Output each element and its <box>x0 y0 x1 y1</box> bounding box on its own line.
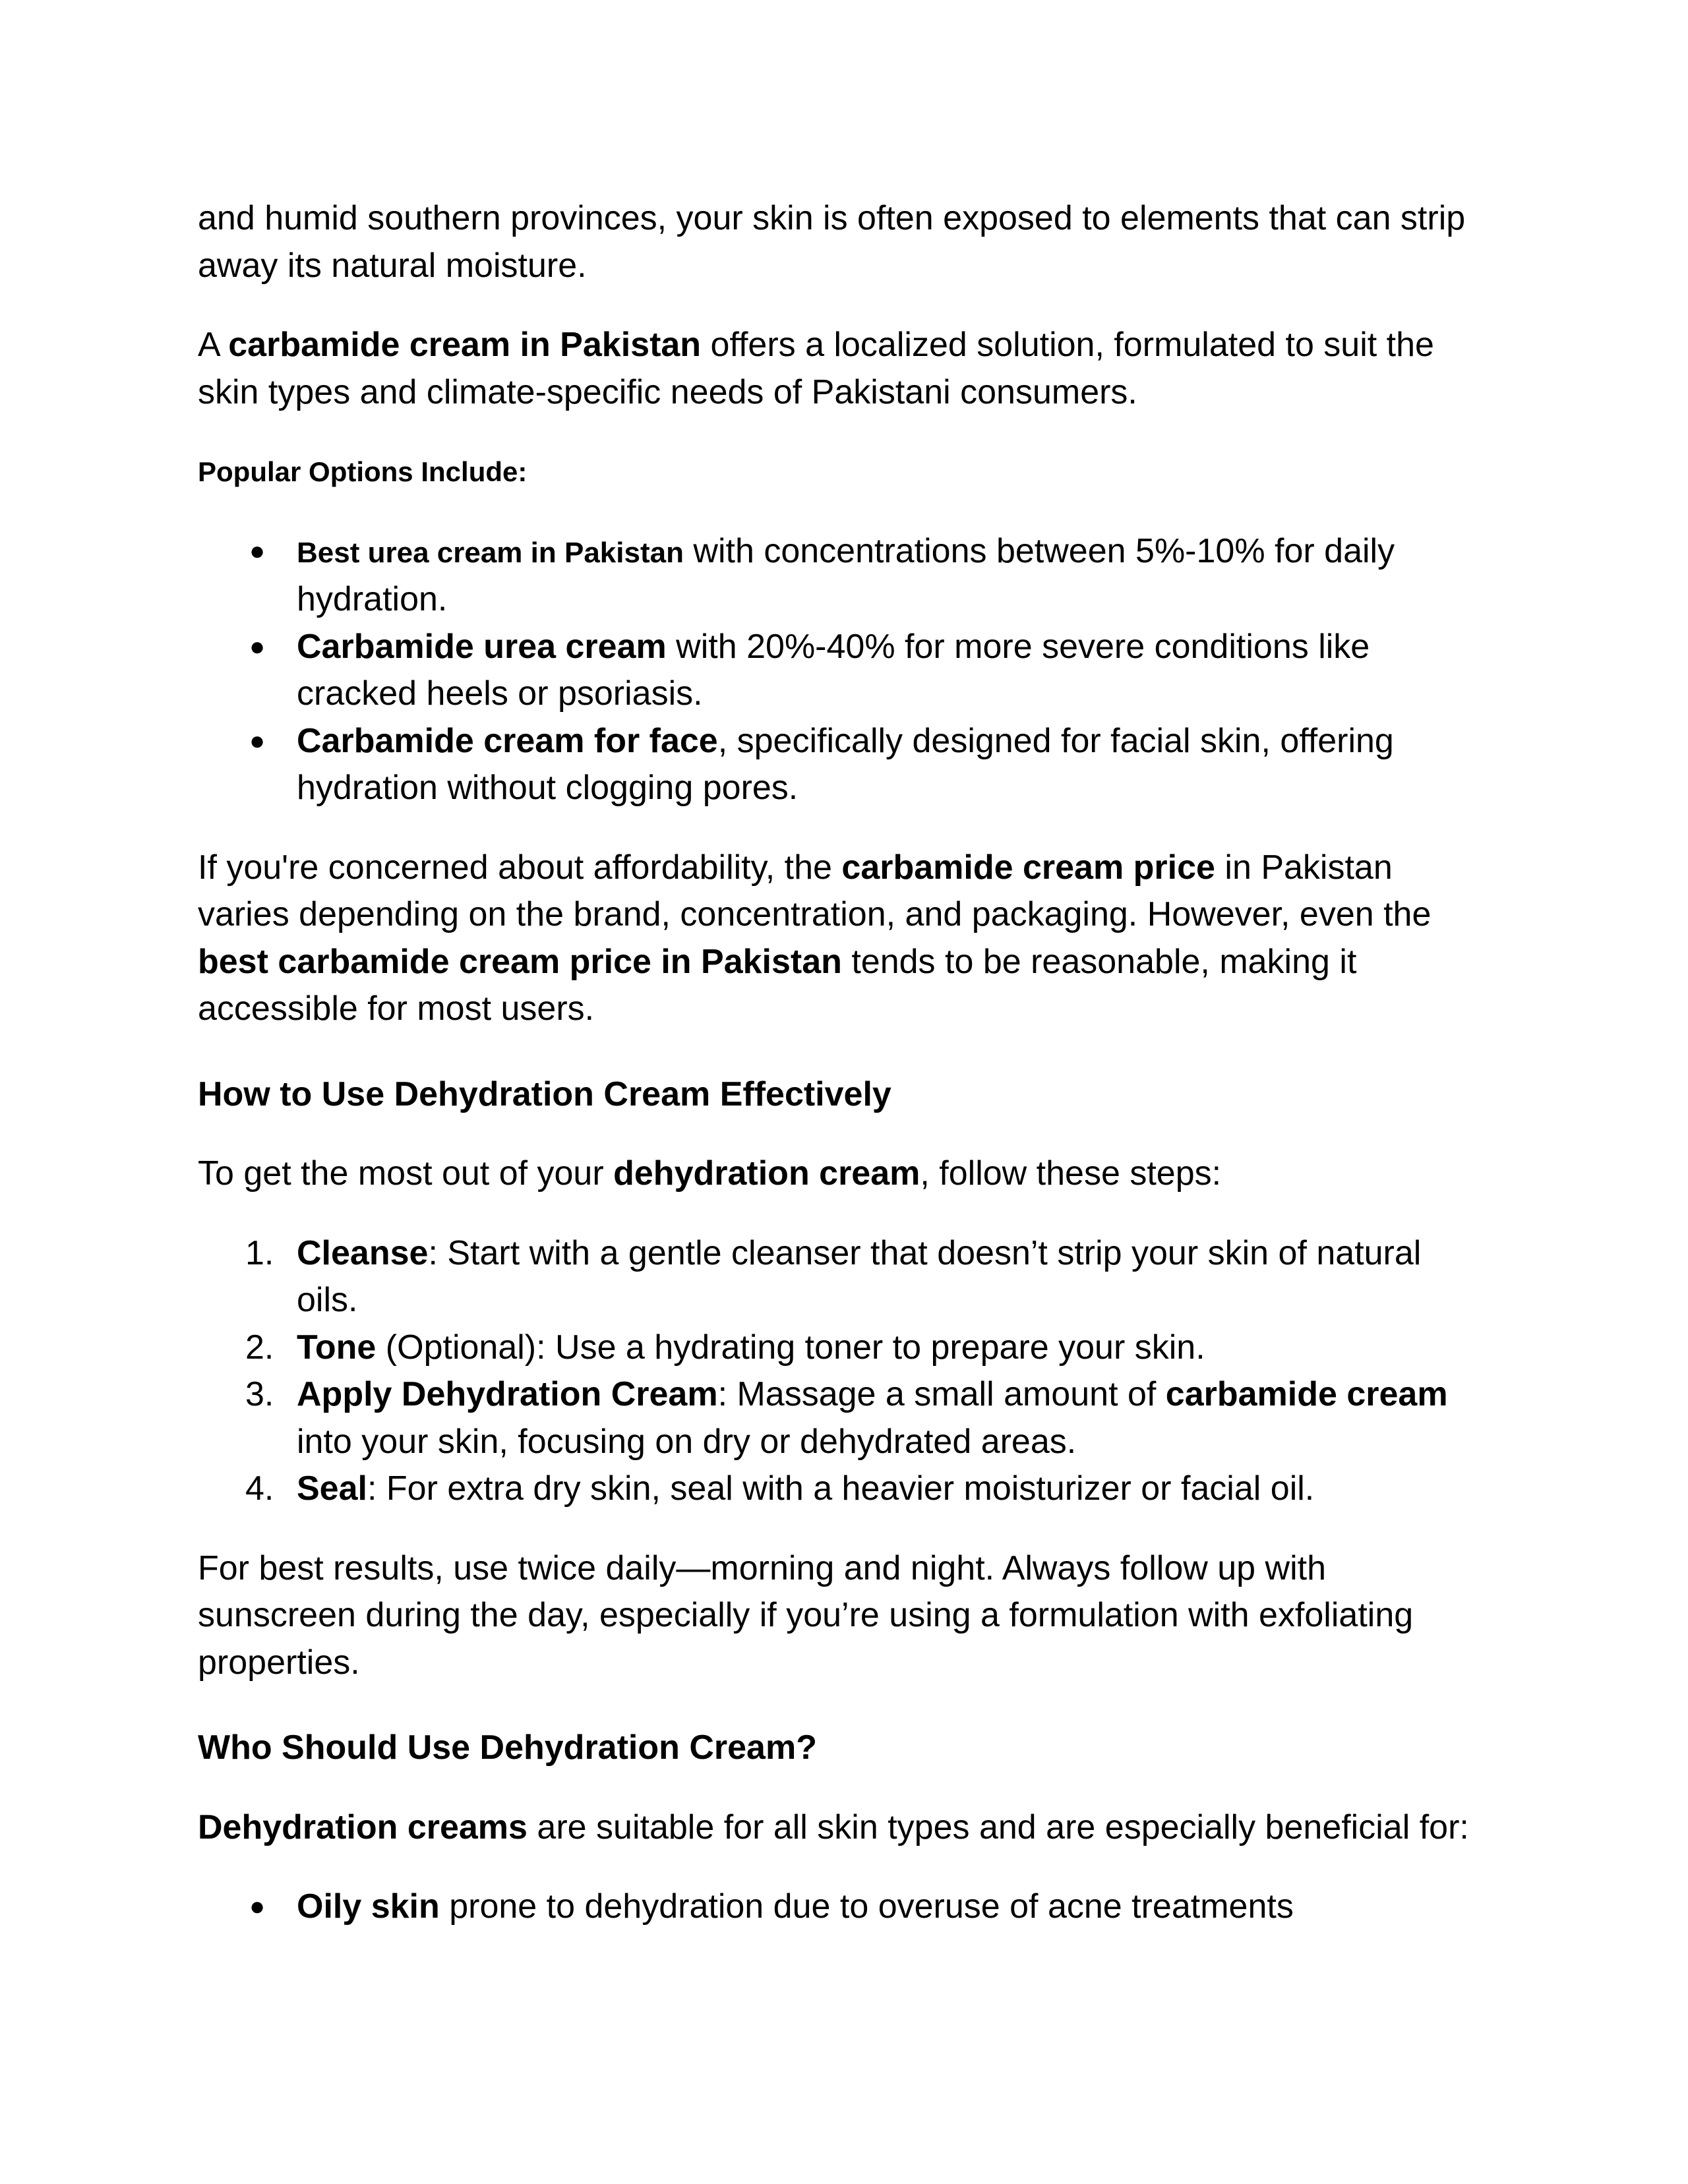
aff-text-1: If you're concerned about affordability, the <box>198 848 842 887</box>
who-intro-post: are suitable for all skin types and are especially beneficial for: <box>527 1808 1469 1846</box>
step-item <box>198 1371 1490 1465</box>
list-item <box>198 1883 1490 1931</box>
step-bold: Apply Dehydration Cream <box>297 1375 718 1413</box>
aff-bold-1: carbamide cream price <box>841 848 1215 887</box>
bullet-icon: ● <box>249 632 266 661</box>
who-intro <box>198 1804 1490 1852</box>
bullet-icon: ● <box>249 1892 266 1921</box>
popular-options-heading: Popular Options Include: <box>198 456 528 487</box>
item-bold: Carbamide cream for face <box>297 721 718 760</box>
item-bold: Best urea cream in Pakistan <box>297 536 684 569</box>
step-number: 2. <box>245 1328 274 1367</box>
localized-solution-paragraph <box>198 322 1490 416</box>
step-number: 1. <box>245 1233 274 1272</box>
intro-paragraph <box>198 195 1490 289</box>
step-bold: Cleanse <box>297 1233 429 1272</box>
list-item <box>198 718 1490 812</box>
item-text: with 20%-40% for more severe conditions like cracked heels or psoriasis. <box>297 627 1370 713</box>
how-intro-bold: dehydration cream <box>613 1154 920 1193</box>
steps-list <box>198 1230 1490 1513</box>
how-intro-pre: To get the most out of your <box>198 1154 614 1193</box>
step-item <box>198 1230 1490 1324</box>
p2-text-post: offers a localized solution, formulated to suit the skin types and climate-specific needs of Pakistani consumers. <box>198 326 1434 411</box>
list-item <box>198 624 1490 718</box>
who-list <box>198 1883 1490 1931</box>
best-results-paragraph: For best results, use twice daily—morning and night. Always follow up with sunscreen during the day, especially if you’re using a formulation with exfoliating properties. <box>198 1549 1414 1682</box>
affordability-paragraph <box>198 844 1490 1033</box>
aff-text-2: in Pakistan varies depending on the brand, concentration, and packaging. However, even the <box>198 848 1432 933</box>
step-number: 4. <box>245 1469 274 1508</box>
item-bold: Oily skin <box>297 1887 440 1926</box>
step-item <box>198 1324 1490 1372</box>
step-text: : Start with a gentle cleanser that doesn’t strip your skin of natural oils. <box>297 1233 1422 1319</box>
step-number: 3. <box>245 1375 274 1413</box>
step-text: : Massage a small amount of <box>717 1375 1166 1413</box>
item-text: , specifically designed for facial skin, offering hydration without clogging pores. <box>297 721 1394 807</box>
p2-bold: carbamide cream in Pakistan <box>228 326 702 364</box>
how-intro-post: , follow these steps: <box>920 1154 1222 1193</box>
aff-text-3: tends to be reasonable, making it accessible for most users. <box>198 942 1357 1028</box>
who-should-use-heading: Who Should Use Dehydration Cream? <box>198 1728 817 1767</box>
step-bold-2: carbamide cream <box>1165 1375 1448 1413</box>
list-item <box>198 528 1490 624</box>
p2-text-pre: A <box>198 326 229 364</box>
bullet-icon: ● <box>249 726 266 755</box>
step-text: (Optional): Use a hydrating toner to prepare your skin. <box>376 1328 1205 1367</box>
popular-options-list <box>198 528 1490 812</box>
step-text-2: into your skin, focusing on dry or dehydrated areas. <box>297 1422 1077 1461</box>
item-text: prone to dehydration due to overuse of acne treatments <box>439 1887 1294 1926</box>
how-to-heading: How to Use Dehydration Cream Effectively <box>198 1075 891 1113</box>
bullet-icon: ● <box>249 536 266 566</box>
item-text: with concentrations between 5%-10% for daily hydration. <box>297 531 1395 618</box>
step-text: : For extra dry skin, seal with a heavier moisturizer or facial oil. <box>367 1469 1315 1508</box>
aff-bold-2: best carbamide cream price in Pakistan <box>198 942 842 981</box>
step-bold: Seal <box>297 1469 367 1508</box>
document-page <box>198 195 1490 1931</box>
intro-text: and humid southern provinces, your skin is often exposed to elements that can strip away its natural moisture. <box>198 199 1466 285</box>
item-bold: Carbamide urea cream <box>297 627 667 666</box>
step-bold: Tone <box>297 1328 377 1367</box>
how-to-intro <box>198 1150 1490 1198</box>
who-intro-bold: Dehydration creams <box>198 1808 528 1846</box>
step-item <box>198 1465 1490 1513</box>
